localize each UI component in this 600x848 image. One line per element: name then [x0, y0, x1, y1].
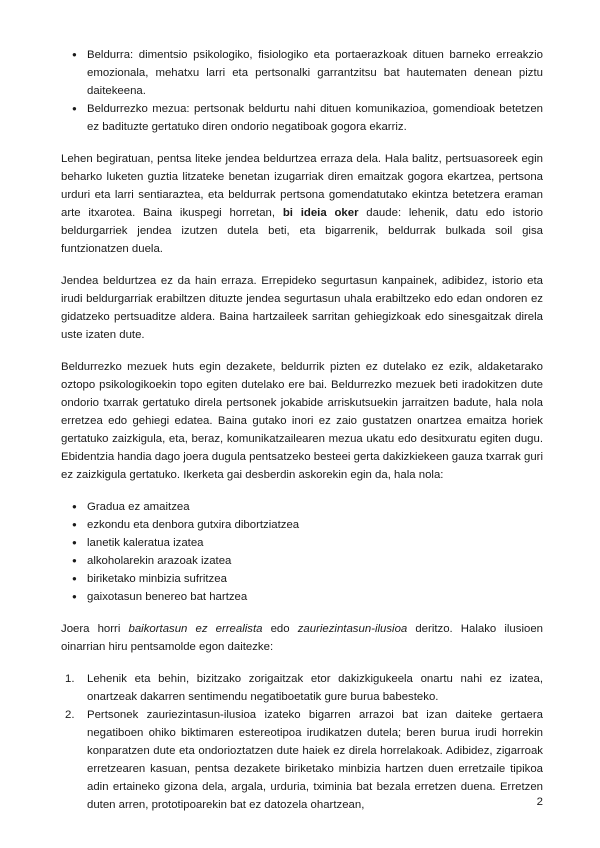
reason-text: Pertsonek zauriezintasun-ilusioa izateko bigarren arrazoi bat izan daiteke gertaera negatiboen ohiko biktimaren estereotipoa irudikatzen dutela; beren burua irudi horrekin konparatzen dute eta ondorioztatzen dute haiek ez direla horrelakoak. Adibidez, zigarroak erretzearen kasuan, pentsa dezakete biriketako minbizia hartzen duen erretzaile tipikoa adin ertaineko gizona dela, argala, urduria, tximinia bat bezala erretzen duena. Erretzen duten arren, prototipoarekin bat ez datozela ohartzean,: [87, 709, 543, 811]
reason-item: [61, 670, 543, 706]
bold-phrase: bi ideia oker: [282, 207, 359, 219]
list-item: ● gaixotasun benereo bat hartzea: [61, 588, 543, 606]
paragraph-intro-text: Lehen begiratuan, pentsa liteke jendea beldurtzea erraza dela. Hala balitz, pertsuasoreek egin beharko luketen guztia litzateke benetan izugarriak diren emaitzak gogora ekartzea, pertsona urduri eta larri sentiaraztea, eta beldurrak pertsona gomendatutako ekintza betetzera eraman arte itxarotea. Baina ikuspegi horretan,: [61, 153, 543, 219]
definition-fear-message: ● Beldurrezko mezua: pertsonak beldurtu nahi dituen komunikazioa, gomendioak betetzen ez badituzte gertatuko diren ondorio negatiboak gogora ekarriz.: [61, 100, 543, 136]
list-item: ● Gradua ez amaitzea: [61, 498, 543, 516]
page-number: 2: [536, 796, 543, 808]
term-invulnerability-illusion: zauriezintasun-ilusioa: [297, 623, 408, 635]
paragraph-optimism-text: Joera horri: [61, 623, 129, 635]
paragraph-not-easy: Jendea beldurtzea ez da hain erraza. Errepideko segurtasun kanpainek, adibidez, istorio eta irudi beldurgarriak erabiltzen dituzte jendea segurtasun uhala erabiltzeko edo edan ondoren ez gidatzeko pertsuaditze aldera. Baina hartzaileek sarritan gehiegizkoak edo sinesgaitzak direla uste izaten dute.: [61, 275, 543, 341]
reason-number: 1.: [65, 673, 75, 685]
reasons-list: [61, 670, 543, 814]
paragraph-intro-text-end: daude: lehenik, datu edo istorio beldurgarriek jendea izutzen dutela beti, eta bigarrenik, beldurrak bulkada soil gisa funtzionatzen duela.: [61, 207, 543, 255]
paragraph-optimism-text-end: deritzo. Halako ilusioen oinarrian hiru pentsamolde egon daitezke:: [61, 623, 543, 653]
paragraph-optimism: [61, 620, 543, 656]
list-item: ● lanetik kaleratua izatea: [61, 534, 543, 552]
reason-number: 2.: [65, 709, 75, 721]
paragraph-optimism-connector: edo: [262, 623, 298, 635]
page-body: [61, 46, 543, 828]
list-item: ● biriketako minbizia sufritzea: [61, 570, 543, 588]
list-item: ● ezkondu eta denbora gutxira dibortziatzea: [61, 516, 543, 534]
list-item: ● alkoholarekin arazoak izatea: [61, 552, 543, 570]
reason-text: Lehenik eta behin, bizitzako zorigaitzak etor dakizkigukeela onartu nahi ez izatea, onartzeak dakarren sentimendu negatiboetatik gure burua babesteko.: [87, 673, 543, 703]
paragraph-fail: Beldurrezko mezuek huts egin dezakete, beldurrik pizten ez dutelako ez ezik, aldaketarako oztopo psikologikoekin topo egiten dutelako ere bai. Beldurrezko mezuek beti iradokitzen dute ondorio txarrak gertatuko direla pertsonek jokabide arriskutsuekin jarraitzen badute, hala nola erretzea edo gehiegi edatea. Baina gutako inori ez zaio gustatzen onartzea emaitza horiek gertatuko zaizkigula, eta, beraz, komunikatzailearen mezua ukatu edo desitxuratu egiten dugu. Ebidentzia handia dago joera dugula pentsatzeko besteei gerta dakizkiekeen gauza txarrak guri ez zaizkigula gertatuko. Ikerketa gai desberdin askorekin egin da, hala nola:: [61, 361, 543, 481]
paragraph-intro: [61, 150, 543, 258]
definition-fear: ● Beldurra: dimentsio psikologiko, fisiologiko eta portaerazkoak dituen barneko erreakzio emozionala, mehatxu larri eta pertsonalki garrantzitsu bat hautematen denean piztu daitekeena.: [61, 46, 543, 100]
research-topics-list: [61, 498, 543, 606]
reason-item: [61, 706, 543, 814]
definition-list: [61, 46, 543, 136]
term-unrealistic-optimism: baikortasun ez errealista: [128, 623, 263, 635]
